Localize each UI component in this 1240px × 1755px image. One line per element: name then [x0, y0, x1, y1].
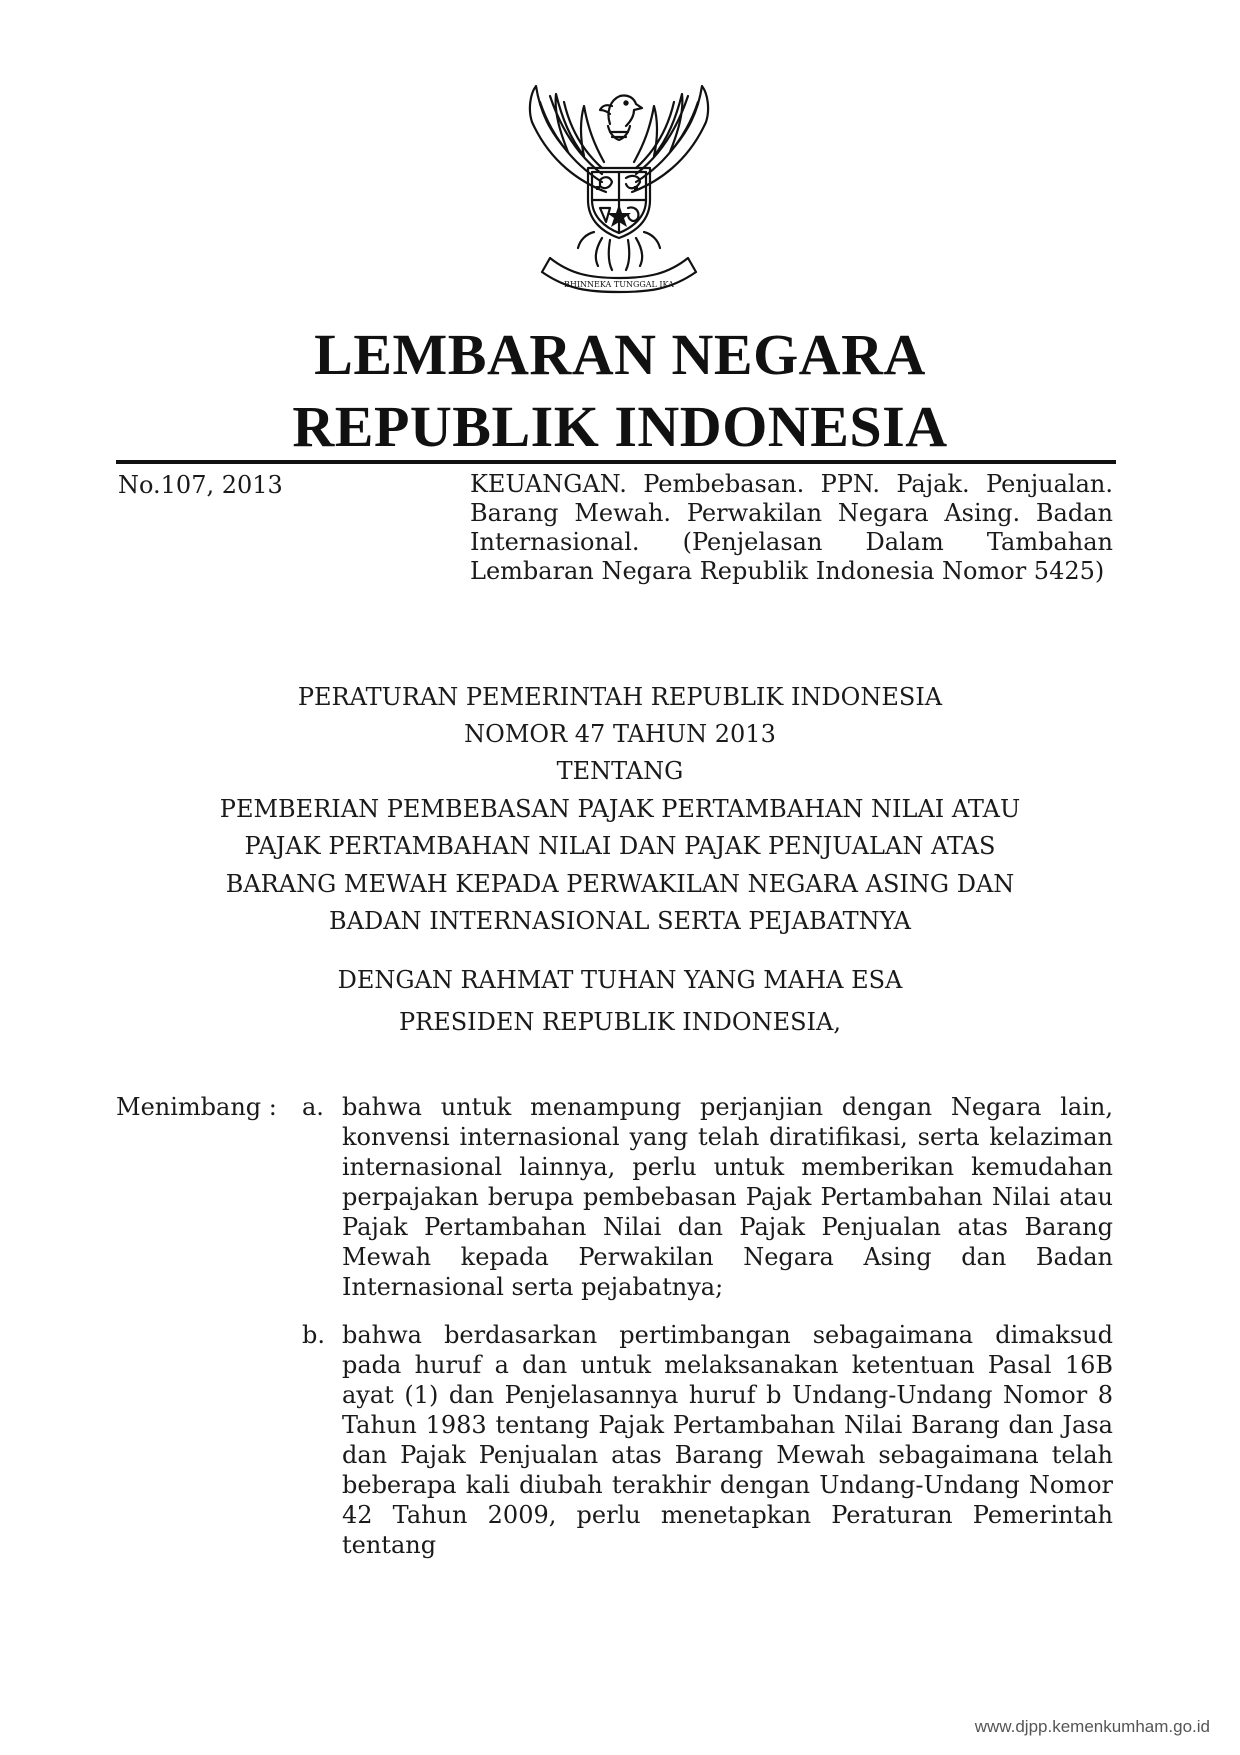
- gazette-number: No.107, 2013: [118, 471, 283, 499]
- garuda-emblem-icon: [510, 82, 728, 296]
- regulation-number: NOMOR 47 TAHUN 2013: [464, 720, 776, 748]
- regulation-president: PRESIDEN REPUBLIK INDONESIA,: [398, 1008, 841, 1036]
- footer-url: www.djpp.kemenkumham.go.id: [974, 1717, 1210, 1736]
- considering-item-text: bahwa berdasarkan pertimbangan sebagaimana dimaksud pada huruf a dan untuk melaksanakan ketentuan Pasal 16B ayat (1) dan Penjelasannya huruf b Undang-Undang Nomor 8 Tahun 1983 tentang Pajak Pertambahan Nilai Barang dan Jasa dan Pajak Penjualan atas Barang Mewah sebagaimana telah beberapa kali diubah terakhir dengan Undang-Undang Nomor 42 Tahun 2009, perlu menetapkan Peraturan Pemerintah tentang: [342, 1321, 1113, 1559]
- gazette-title-line1: LEMBARAN NEGARA: [314, 322, 926, 387]
- considering-item-letter: b.: [302, 1321, 325, 1349]
- regulation-title-line: PAJAK PERTAMBAHAN NILAI DAN PAJAK PENJUALAN ATAS: [244, 832, 996, 860]
- svg-text:BHINNEKA TUNGGAL IKA: BHINNEKA TUNGGAL IKA: [564, 280, 674, 289]
- gazette-subject: KEUANGAN. Pembebasan. PPN. Pajak. Penjualan. Barang Mewah. Perwakilan Negara Asing. Badan Internasional. (Penjelasan Dalam Tambahan Lembaran Negara Republik Indonesia Nomor 5425): [470, 470, 1113, 585]
- regulation-about: TENTANG: [556, 757, 684, 785]
- regulation-type: PERATURAN PEMERINTAH REPUBLIK INDONESIA: [297, 683, 943, 711]
- gazette-title-line2: REPUBLIK INDONESIA: [292, 394, 948, 459]
- regulation-invocation: DENGAN RAHMAT TUHAN YANG MAHA ESA: [337, 966, 903, 994]
- considering-item-text: bahwa untuk menampung perjanjian dengan Negara lain, konvensi internasional yang telah diratifikasi, serta kelaziman internasional lainnya, perlu untuk memberikan kemudahan perpajakan berupa pembebasan Pajak Pertambahan Nilai atau Pajak Pertambahan Nilai dan Pajak Penjualan atas Barang Mewah kepada Perwakilan Negara Asing dan Badan Internasional serta pejabatnya;: [342, 1093, 1113, 1301]
- considering-item-letter: a.: [302, 1093, 324, 1121]
- considering-label: Menimbang :: [116, 1093, 277, 1121]
- regulation-title-line: PEMBERIAN PEMBEBASAN PAJAK PERTAMBAHAN NILAI ATAU: [219, 795, 1021, 823]
- regulation-title-line: BARANG MEWAH KEPADA PERWAKILAN NEGARA ASING DAN: [225, 870, 1015, 898]
- header-divider: [116, 460, 1116, 464]
- regulation-title-line: BADAN INTERNASIONAL SERTA PEJABATNYA: [329, 907, 911, 935]
